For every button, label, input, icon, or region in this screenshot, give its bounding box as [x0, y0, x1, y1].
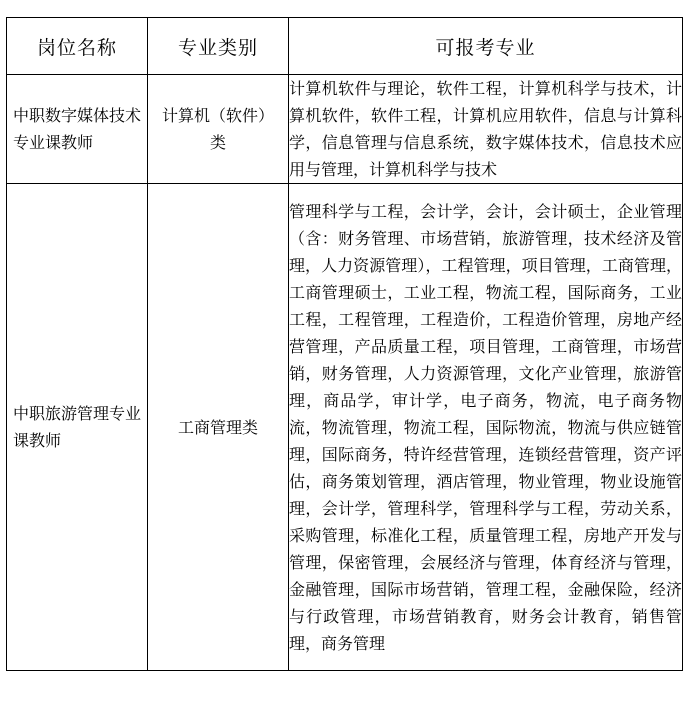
- position-cell: [7, 75, 148, 184]
- table-row: [7, 75, 683, 184]
- majors-cell: 管理科学与工程，会计学，会计，会计硕士，企业管理（含：财务管理、市场营销，旅游管理，技术经济及管理，人力资源管理），工程管理，项目管理，工商管理，工商管理硕士，工业工程，物流工程，国际商务，工业工程，工程管理，工程造价，工程造价管理，房地产经营管理，产品质量工程，项目管理，工商管理，市场营销，财务管理，人力资源管理，文化产业管理，旅游管理，商品学，审计学，电子商务，物流，电子商务物流，物流管理，物流工程，国际物流，物流与供应链管理，国际商务，特许经营管理，连锁经营管理，资产评估，商务策划管理，酒店管理，物业管理，物业设施管理，会计学，管理科学，管理科学与工程，劳动关系，采购管理，标准化工程，质量管理工程，房地产开发与管理，保密管理，会展经济与管理，体育经济与管理，金融管理，国际市场营销，管理工程，金融保险，经济与行政管理，市场营销教育，财务会计教育，销售管理，商务管理: [289, 184, 683, 671]
- category-name: 计算机（软件）类: [161, 106, 274, 152]
- header-category: 专业类别: [148, 18, 289, 75]
- category-cell: [148, 75, 289, 184]
- majors-cell: 计算机软件与理论，软件工程，计算机科学与技术，计算机软件，软件工程，计算机应用软件，信息与计算科学，信息管理与信息系统，数字媒体技术，信息技术应用与管理，计算机科学与技术: [289, 75, 683, 184]
- table-header-row: [7, 18, 683, 75]
- category-cell: [148, 184, 289, 671]
- position-name: 中职旅游管理专业课教师: [13, 404, 142, 450]
- table-row: [7, 184, 683, 671]
- position-name: 中职数字媒体技术专业课教师: [13, 106, 142, 152]
- position-cell: [7, 184, 148, 671]
- header-position: 岗位名称: [7, 18, 148, 75]
- recruitment-table: [6, 17, 683, 671]
- header-majors: 可报考专业: [289, 18, 683, 75]
- category-name: 工商管理类: [177, 417, 258, 437]
